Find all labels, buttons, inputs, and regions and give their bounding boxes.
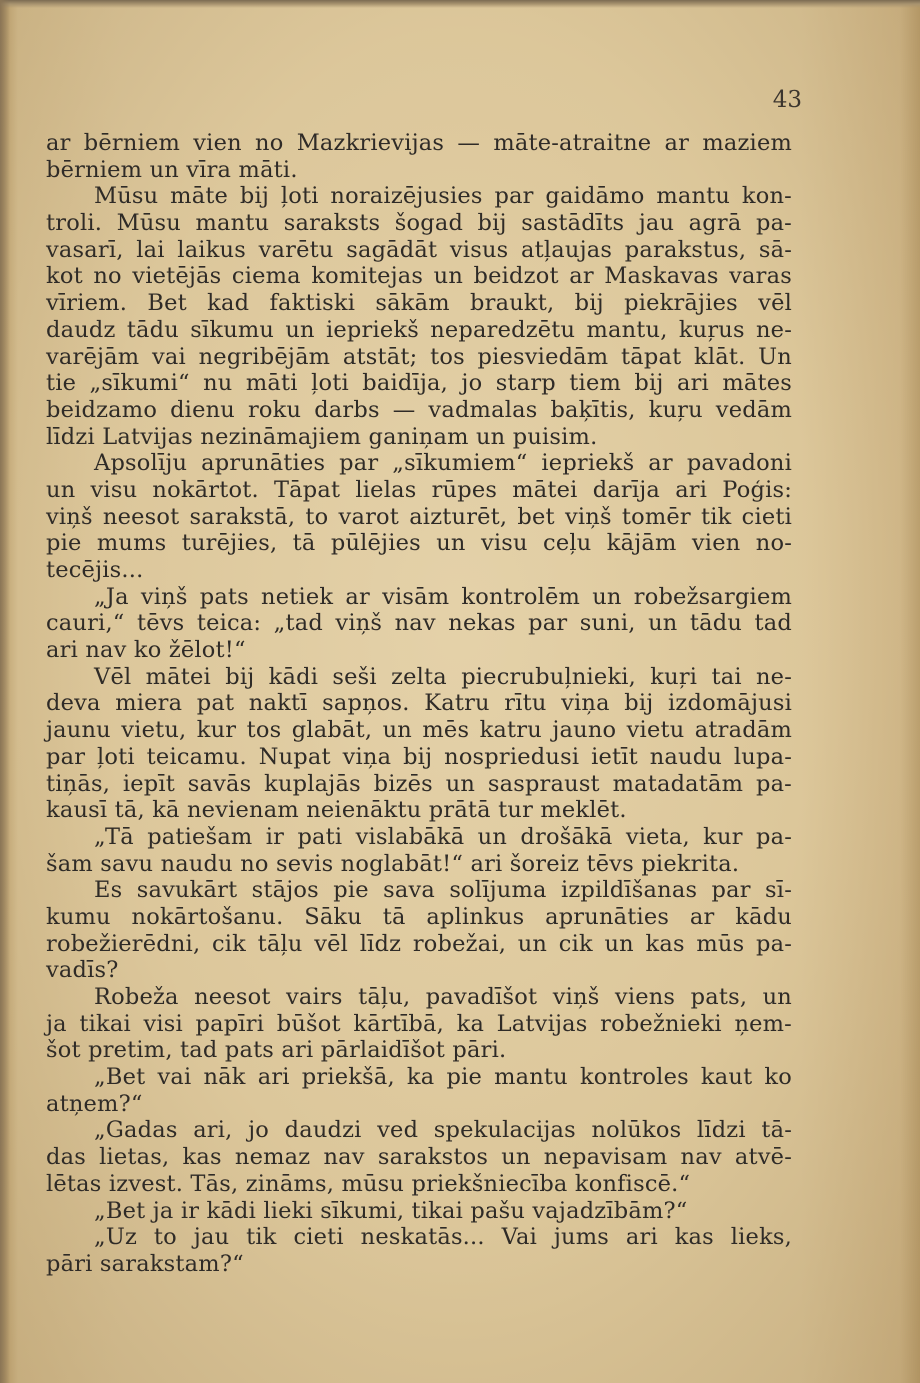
text-line: vadīs?: [46, 957, 119, 984]
body-text: [46, 130, 792, 1278]
text-line: viņš neesot sarakstā, to varot aizturēt, bet viņš tomēr tik cieti: [46, 503, 792, 530]
text-line: vasarī, lai laikus varētu sagādāt visus atļaujas parakstus, sā-: [46, 236, 792, 263]
text-line: pāri sarakstam?“: [46, 1250, 244, 1277]
text-line: tecējis...: [46, 557, 144, 583]
text-line: robežierēdni, cik tāļu vēl līdz robežai, un cik un kas mūs pa-: [46, 930, 792, 957]
text-line: „Gadas ari, jo daudzi ved spekulacijas nolūkos līdzi tā-: [94, 1117, 792, 1144]
text-line: kot no vietējās ciema komitejas un beidzot ar Maskavas varas: [46, 263, 792, 290]
text-line: un visu nokārtot. Tāpat lielas rūpes mātei darīja ari Poģis:: [46, 476, 792, 503]
text-line: tie „sīkumi“ nu māti ļoti baidīja, jo starp tiem bij ari mātes: [46, 370, 792, 397]
text-line: Robeža neesot vairs tāļu, pavadīšot viņš viens pats, un: [94, 984, 792, 1010]
text-line: daudz tādu sīkumu un iepriekš neparedzētu mantu, kuŗus ne-: [46, 316, 792, 343]
text-line: šot pretim, tad pats ari pārlaidīšot pāri.: [46, 1037, 507, 1064]
text-line: pie mums turējies, tā pūlējies un visu ceļu kājām vien no-: [46, 530, 792, 557]
text-line: ja tikai visi papīri būšot kārtībā, ka Latvijas robežnieki ņem-: [46, 1010, 792, 1037]
page-binding-edge: [0, 0, 10, 1383]
text-line: ar bērniem vien no Mazkrievijas — māte-atraitne ar maziem: [46, 130, 792, 156]
text-line: deva miera pat naktī sapņos. Katru rītu viņa bij izdomājusi: [46, 690, 792, 717]
text-line: atņem?“: [46, 1090, 143, 1117]
text-line: bērniem un vīra māti.: [46, 156, 298, 183]
text-line: „Ja viņš pats netiek ar visām kontrolēm un robežsargiem: [94, 583, 792, 610]
text-line: vīriem. Bet kad faktiski sākām braukt, bij piekrājies vēl: [46, 290, 792, 317]
text-line: tiņās, iepīt savās kuplajās bizēs un saspraust matadatām pa-: [46, 770, 792, 797]
text-line: beidzamo dienu roku darbs — vadmalas baķītis, kuŗu vedām: [46, 396, 792, 423]
text-line: lētas izvest. Tās, zināms, mūsu priekšniecība konfiscē.“: [46, 1170, 691, 1197]
text-line: par ļoti teicamu. Nupat viņa bij nospriedusi ietīt naudu lupa-: [46, 743, 792, 770]
text-line: varējām vai negribējām atstāt; tos piesviedām tāpat klāt. Un: [46, 343, 792, 370]
text-line: „Tā patiešam ir pati vislabākā un drošākā vieta, kur pa-: [94, 823, 792, 850]
page-top-edge: [0, 0, 920, 8]
text-line: kausī tā, kā nevienam neienāktu prātā tur meklēt.: [46, 797, 627, 824]
text-line: „Uz to jau tik cieti neskatās... Vai jums ari kas lieks,: [94, 1224, 792, 1251]
text-line: jaunu vietu, kur tos glabāt, un mēs katru jauno vietu atradām: [46, 717, 792, 744]
text-line: Es savukārt stājos pie sava solījuma izpildīšanas par sī-: [94, 877, 792, 904]
text-line: cauri,“ tēvs teica: „tad viņš nav nekas par suni, un tādu tad: [46, 610, 792, 637]
text-line: troli. Mūsu mantu saraksts šogad bij sastādīts jau agrā pa-: [46, 210, 792, 237]
text-line: kumu nokārtošanu. Sāku tā aplinkus aprunāties ar kādu: [46, 903, 792, 930]
text-line: „Bet ja ir kādi lieki sīkumi, tikai pašu vajadzībām?“: [94, 1197, 688, 1224]
text-line: līdzi Latvijas nezināmajiem ganiņam un puisim.: [46, 423, 598, 450]
text-line: Apsolīju aprunāties par „sīkumiem“ iepriekš ar pavadoni: [94, 450, 792, 477]
text-line: Vēl mātei bij kādi seši zelta piecrubuļnieki, kuŗi tai ne-: [94, 663, 792, 690]
text-line: Mūsu māte bij ļoti noraizējusies par gaidāmo mantu kon-: [94, 183, 792, 210]
text-line: šam savu naudu no sevis noglabāt!“ ari šoreiz tēvs piekrita.: [46, 850, 740, 877]
text-line: ari nav ko žēlot!“: [46, 637, 246, 664]
text-line: „Bet vai nāk ari priekšā, ka pie mantu kontroles kaut ko: [94, 1064, 792, 1091]
page-number: 43: [772, 87, 802, 113]
text-line: das lietas, kas nemaz nav sarakstos un nepavisam nav atvē-: [46, 1144, 792, 1171]
